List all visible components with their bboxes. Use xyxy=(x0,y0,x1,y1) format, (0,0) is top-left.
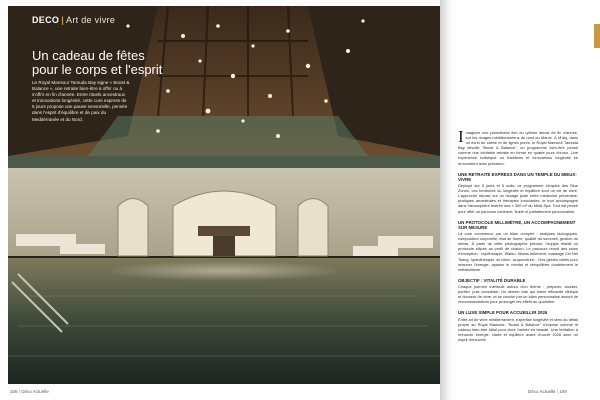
left-folio xyxy=(10,389,49,394)
section-text-2: La cure commence par un bilan complet : analyses biologiques, composition corporelle, état de forme, qualité du sommeil, gestion du stress. À partir de cette photographie précise, l'équipe établit un protocole ellipsé au profil de chacun. Le parcours réunit des soins d'exception : cryothérapie, Watsu, fitness tellement, massage Chi Nei Tsang, hydrothérapie du côlon, acupuncture... Des gestes ciblés pour relancer l'énergie, apaiser le mental et rééquilibrer durablement le métabolisme. xyxy=(458,231,578,272)
article-lead: Le Royal Mansour Tamuda Bay signe « Boost & Balance », une retraite bien-être à offrir ou à s'offrir en fin d'année. Entre rituels ancestraux et innovations longévité, cette cure express de 5 jours propose une pause sensorielle, pensée dans l'esprit d'équilibre et de paix du Meditérranée et du Nord. xyxy=(32,80,130,122)
section-heading-4: UN LUXE SIMPLE POUR ACCUEILLIR 2026 xyxy=(458,310,548,316)
right-magazine-name: Déco Actuelle xyxy=(528,389,556,394)
intro-paragraph xyxy=(458,127,578,166)
right-folio-separator: | xyxy=(556,389,558,394)
article-body xyxy=(458,127,578,348)
section-text-3: Chaque journée s'articule autour d'un thème : préparer, stocker, purifier, puis consolider. Un dernier clair qui mène efficacité clinique et douceur de vivre, et se conclut par un bilan personnalisé assorti de recommandations pour prolonger les effets au quotidien. xyxy=(458,283,578,305)
section-rubric xyxy=(32,15,115,25)
left-folio-separator: | xyxy=(18,389,20,394)
section-text-4: Entre art de vivre méditerranéen, expertise longévité et sens du détail propre au Royal Mansour, "Boost & Balance" s'impose comme le cadeau bien-être idéal pour clore l'année en beauté. Une invitation à retrouver énergie, clarté et équilibre avant d'ouvrir 2026 avec un esprit renouvelé. xyxy=(458,316,578,342)
left-magazine-name: Déco Actuelle xyxy=(21,389,49,394)
left-page-number: 106 xyxy=(10,389,18,394)
title-line-1: Un cadeau de fêtes xyxy=(32,48,145,63)
category-label: Art de vivre xyxy=(66,15,116,25)
page-gutter-shadow xyxy=(440,0,458,400)
rubric-separator: | xyxy=(61,15,65,25)
section-text-1: Déployé sur 5 jours et 5 nuits, ce programme s'inspire des Blue Zones, ces territoires où longévité et équilibre sont un art de vivre. L'approche repose sur un dosage juste entre médecine préventive, pratiques ancestrales et thérapies innovantes, le tout accompagné dans l'atmosphère feutrée des « 300 m² du Medi-Spa. Tout est pensé pour offrir un parcours cohérent, fluide et parfaitement personnalisé. xyxy=(458,183,578,214)
intro-text: maginez une parenthèse lien du rythme dense de fin d'année, sur les rivages méditerranéens du nord du Maroc. À M'diq, dans un écrin de calme et de lignes pures, le Royal Mansour Tamuda Bay dévoile "Boost & Balance", un programme bien-être pensé comme une véritable retraite en forme en quatre jours chrono. Une expérience holistique où traditions et innovations longévité se rencontrent avec précision. xyxy=(458,130,578,166)
page-edge-tab xyxy=(594,24,600,48)
section-label: DECO xyxy=(32,15,60,25)
section-heading-3: OBJECTIF : VITALITÉ DURABLE xyxy=(458,277,526,283)
right-folio xyxy=(528,389,567,394)
title-line-2: pour le corps et l'esprit xyxy=(32,62,163,77)
drop-cap: I xyxy=(458,127,464,146)
section-heading-1: UNE RETRAITE EXPRESS DANS UN TEMPLE DU MIEUX-VIVRE xyxy=(458,171,577,182)
section-heading-2: UN PROTOCOLE MILLIMÉTRÉ, UN ACCOMPAGNEMENT SUR MESURE xyxy=(458,219,576,230)
right-page-number: 109 xyxy=(559,389,567,394)
article-title xyxy=(32,49,192,77)
